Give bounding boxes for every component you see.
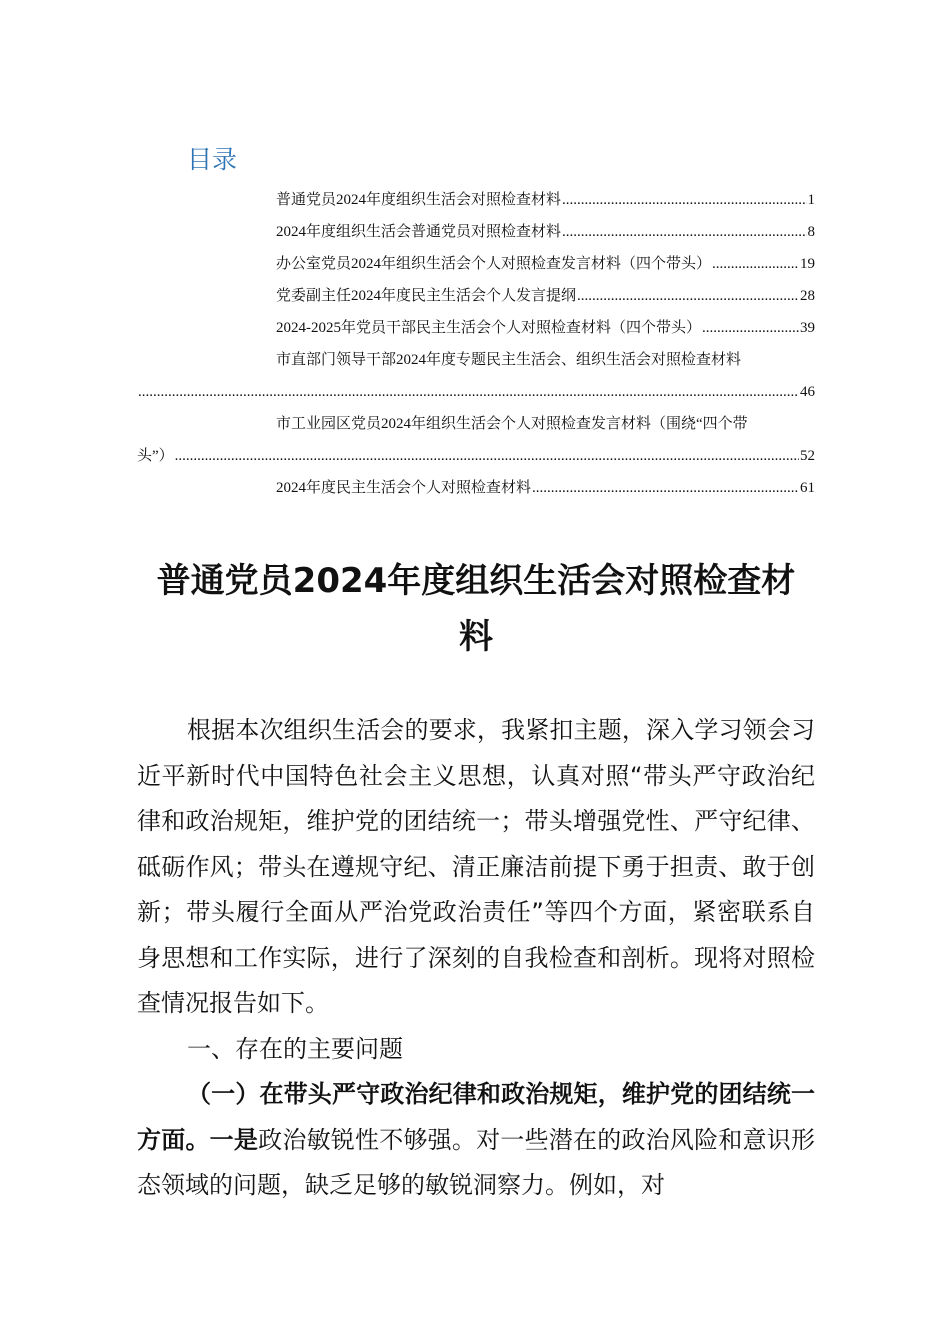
toc-entry[interactable] xyxy=(137,408,815,472)
toc-leader-dots xyxy=(577,280,799,312)
toc-entry[interactable] xyxy=(137,280,815,312)
toc-leader-dots xyxy=(562,216,806,248)
toc-leader-dots xyxy=(712,248,799,280)
toc-entry-title: 市工业园区党员2024年组织生活会个人对照检查发言材料（围绕“四个带 xyxy=(276,416,748,432)
subsection-paragraph xyxy=(137,1072,815,1209)
toc-entry-page: 8 xyxy=(807,224,815,240)
toc-leader-dots xyxy=(562,184,806,216)
toc-entry-title: 普通党员2024年度组织生活会对照检查材料 xyxy=(276,192,562,208)
subsection-heading: （一）在带头严守政治纪律和政治规矩，维护党的团结统一方面。 xyxy=(137,1080,815,1154)
toc-entry-page: 52 xyxy=(800,448,815,464)
toc-entry[interactable] xyxy=(137,184,815,216)
toc-entry-title: 党委副主任2024年度民主生活会个人发言提纲 xyxy=(276,288,577,304)
toc-entry-title: 2024-2025年党员干部民主生活会个人对照检查材料（四个带头） xyxy=(276,320,701,336)
toc-entry-page: 46 xyxy=(800,384,815,400)
document-title-line: 料 xyxy=(459,617,493,657)
toc-heading: 目录 xyxy=(187,145,238,174)
document-body xyxy=(137,708,815,1209)
toc-leader-dots xyxy=(175,440,799,472)
toc-entry-page: 28 xyxy=(800,288,815,304)
intro-paragraph: 根据本次组织生活会的要求，我紧扣主题，深入学习领会习近平新时代中国特色社会主义思想，认真对照“带头严守政治纪律和政治规矩，维护党的团结统一；带头增强党性、严守纪律、砥砺作风；带头在遵规守纪、清正廉洁前提下勇于担责、敢于创新；带头履行全面从严治党政治责任”等四个方面，紧密联系自身思想和工作实际，进行了深刻的自我检查和剖析。现将对照检查情况报告如下。 xyxy=(137,716,815,1017)
toc-leader-dots xyxy=(702,312,799,344)
document-title-line: 普通党员2024年度组织生活会对照检查材 xyxy=(156,561,796,601)
toc-entry[interactable] xyxy=(137,216,815,248)
toc-entry-title: 2024年度民主生活会个人对照检查材料 xyxy=(276,480,532,496)
toc-entry-title: 市直部门领导干部2024年度专题民主生活会、组织生活会对照检查材料 xyxy=(276,352,742,368)
toc-entry[interactable] xyxy=(137,472,815,504)
toc-entry-title: 2024年度组织生活会普通党员对照检查材料 xyxy=(276,224,562,240)
toc-leader-dots xyxy=(138,376,799,408)
toc-leader-dots xyxy=(532,472,799,504)
toc-entry[interactable] xyxy=(137,248,815,280)
point-text: 政治敏锐性不够强。对一些潜在的政治风险和意识形态领域的问题，缺乏足够的敏锐洞察力。例如，对 xyxy=(137,1125,816,1199)
toc-entry[interactable] xyxy=(137,312,815,344)
toc-entry-title: 办公室党员2024年组织生活会个人对照检查发言材料（四个带头） xyxy=(276,256,712,272)
toc-entry-page: 19 xyxy=(800,256,815,272)
document-title xyxy=(137,553,815,665)
table-of-contents xyxy=(137,184,815,504)
section-heading: 一、存在的主要问题 xyxy=(187,1034,403,1063)
toc-entry-page: 39 xyxy=(800,320,815,336)
point-label: 一是 xyxy=(209,1125,259,1154)
toc-entry-title-cont: 头”） xyxy=(137,448,174,464)
toc-entry-page: 61 xyxy=(800,480,815,496)
toc-entry[interactable] xyxy=(137,344,815,408)
toc-entry-page: 1 xyxy=(807,192,815,208)
